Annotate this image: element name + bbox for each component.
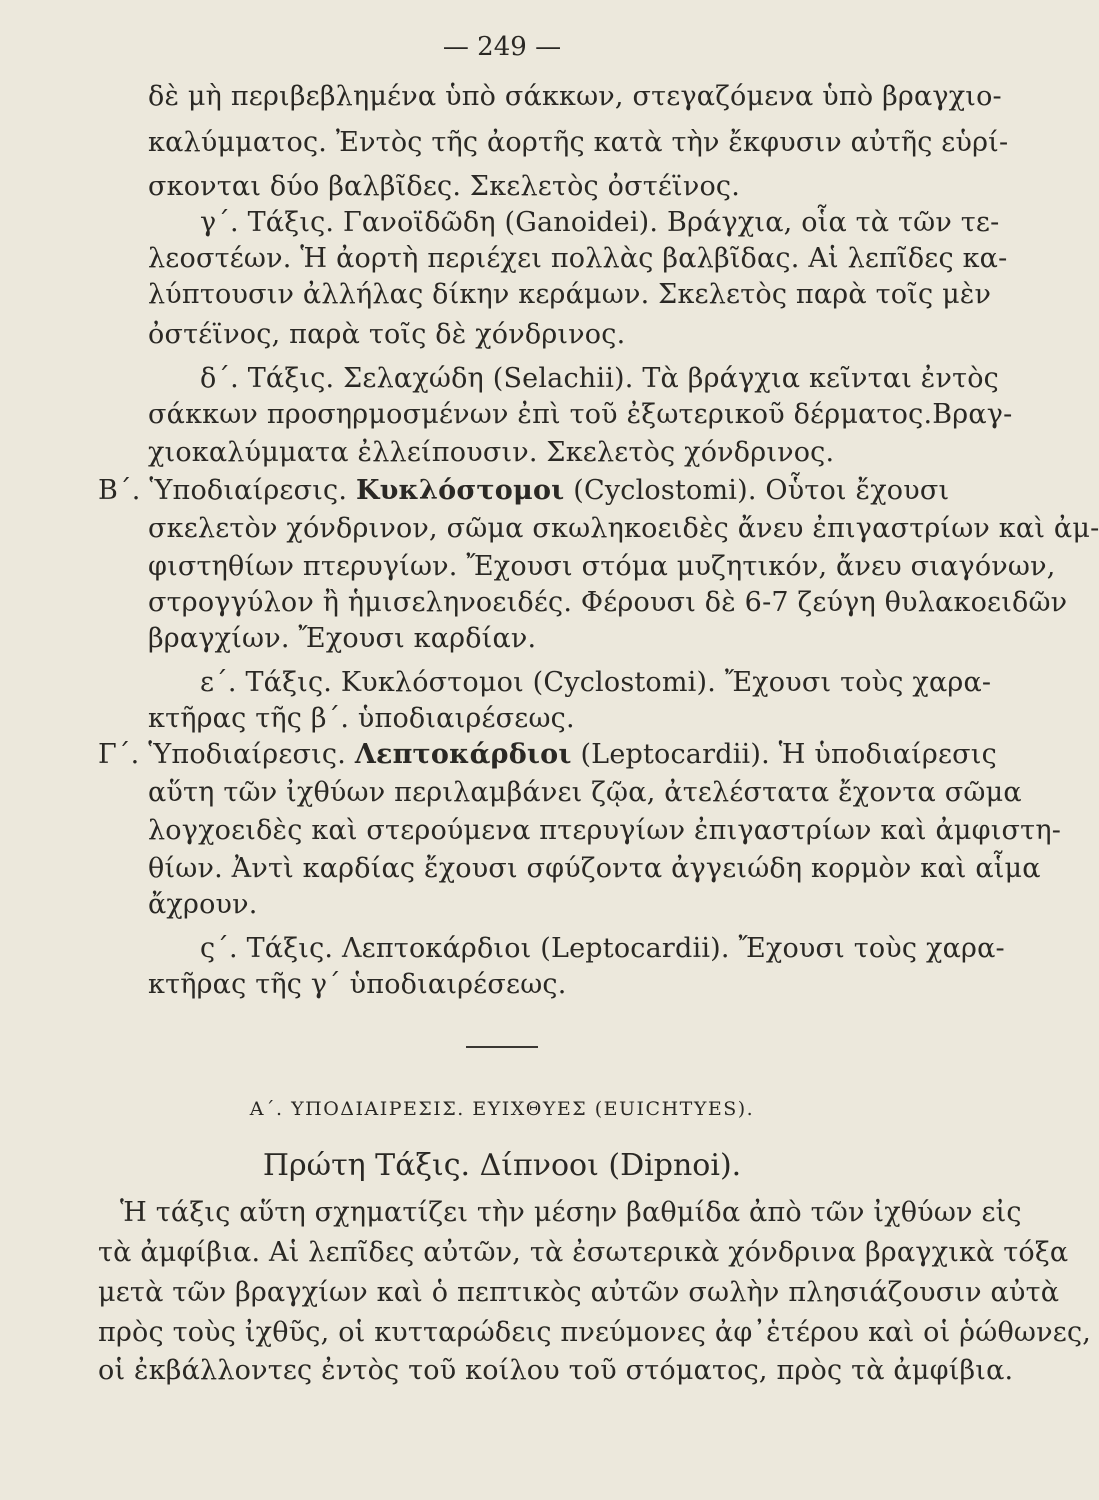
section-g-heading-line xyxy=(98,738,997,772)
text-line: ἄχρουν. xyxy=(148,889,258,920)
text-line: λεοστέων. Ἡ ἀορτὴ περιέχει πολλὰς βαλβῖδας. Αἱ λεπῖδες κα- xyxy=(148,243,1008,274)
section-g-rest: (Leptocardii). Ἡ ὑποδιαίρεσις xyxy=(580,739,997,770)
section-g-lead: Ὑποδιαίρεσις. xyxy=(148,739,347,770)
text-line: αὕτη τῶν ἰχθύων περιλαμβάνει ζῷα, ἀτελέστατα ἔχοντα σῶμα xyxy=(148,777,1022,808)
text-line: Ἡ τάξις αὕτη σχηματίζει τὴν μέσην βαθμίδα ἀπὸ τῶν ἰχθύων εἰς xyxy=(120,1197,1022,1228)
section-b-heading-line xyxy=(98,474,949,508)
text-line: σκονται δύο βαλβῖδες. Σκελετὸς ὀστέϊνος. xyxy=(148,171,741,202)
order-heading: Πρώτη Τάξις. Δίπνοοι (Dipnoi). xyxy=(262,1148,742,1183)
text-line: σάκκων προσηρμοσμένων ἐπὶ τοῦ ἐξωτερικοῦ δέρματος.Βραγ- xyxy=(148,399,1013,430)
text-line: κτῆρας τῆς γ΄ ὑποδιαιρέσεως. xyxy=(148,969,567,1000)
text-line: τὰ ἀμφίβια. Αἱ λεπῖδες αὐτῶν, τὰ ἐσωτερικὰ χόνδρινα βραγχικὰ τόξα xyxy=(98,1237,1069,1268)
section-b-lead: Ὑποδιαίρεσις. xyxy=(149,475,348,506)
text-line: πρὸς τοὺς ἰχθῦς, οἱ κυτταρώδεις πνεύμονες ἀφ᾿ἑτέρου καὶ οἱ ῥώθωνες, xyxy=(98,1317,1092,1348)
text-line: φιστηθίων πτερυγίων. Ἔχουσι στόμα μυζητικόν, ἄνευ σιαγόνων, xyxy=(148,551,1056,582)
subsection-heading: Α΄. ΥΠΟΔΙΑΙΡΕΣΙΣ. ΕΥΙΧΘΥΕΣ (EUICHTYES). xyxy=(249,1098,755,1120)
section-g-name: Λεπτοκάρδιοι xyxy=(354,739,572,770)
text-line: θίων. Ἀντὶ καρδίας ἔχουσι σφύζοντα ἀγγειώδη κορμὸν καὶ αἷμα xyxy=(148,853,1041,884)
text-line: λύπτουσιν ἀλλήλας δίκην κεράμων. Σκελετὸς παρὰ τοῖς μὲν xyxy=(148,279,992,310)
text-line: καλύμματος. Ἐντὸς τῆς ἀορτῆς κατὰ τὴν ἔκφυσιν αὐτῆς εὑρί- xyxy=(148,127,1009,158)
text-line: χιοκαλύμματα ἐλλείπουσιν. Σκελετὸς χόνδρινος. xyxy=(148,437,835,468)
text-line: βραγχίων. Ἔχουσι καρδίαν. xyxy=(148,623,537,654)
section-b-name: Κυκλόστομοι xyxy=(355,475,565,506)
text-line: δὲ μὴ περιβεβλημένα ὑπὸ σάκκων, στεγαζόμενα ὑπὸ βραγχιο- xyxy=(148,81,1002,112)
text-line: ὀστέϊνος, παρὰ τοῖς δὲ χόνδρινος. xyxy=(148,319,626,350)
section-g-marker: Γ΄. xyxy=(98,739,140,770)
text-line: γ΄. Τάξις. Γανοϊδῶδη (Ganoidei). Βράγχια, οἷα τὰ τῶν τε- xyxy=(200,207,1000,238)
section-b-rest: (Cyclostomi). Οὗτοι ἔχουσι xyxy=(573,475,950,506)
text-line: στρογγύλον ἢ ἡμισεληνοειδές. Φέρουσι δὲ 6-7 ζεύγη θυλακοειδῶν xyxy=(148,587,1068,618)
text-line: δ΄. Τάξις. Σελαχώδη (Selachii). Τὰ βράγχια κεῖνται ἐντὸς xyxy=(200,363,999,394)
section-b-marker: Β΄. xyxy=(98,475,141,506)
text-line: σκελετὸν χόνδρινον, σῶμα σκωληκοειδὲς ἄνευ ἐπιγαστρίων καὶ ἀμ- xyxy=(148,513,1099,544)
text-line: ε΄. Τάξις. Κυκλόστομοι (Cyclostomi). Ἔχουσι τοὺς χαρα- xyxy=(200,667,992,698)
page-number: — 249 — xyxy=(442,32,562,62)
text-line: κτῆρας τῆς β΄. ὑποδιαιρέσεως. xyxy=(148,703,575,734)
section-divider xyxy=(466,1046,538,1048)
text-line: οἱ ἐκβάλλοντες ἐντὸς τοῦ κοίλου τοῦ στόματος, πρὸς τὰ ἀμφίβια. xyxy=(98,1355,1014,1386)
text-line: μετὰ τῶν βραγχίων καὶ ὁ πεπτικὸς αὐτῶν σωλὴν πλησιάζουσιν αὐτὰ xyxy=(98,1277,1060,1308)
text-line: λογχοειδὲς καὶ στερούμενα πτερυγίων ἐπιγαστρίων καὶ ἀμφιστη- xyxy=(148,815,1062,846)
text-line: ς΄. Τάξις. Λεπτοκάρδιοι (Leptocardii). Ἔχουσι τοὺς χαρα- xyxy=(200,933,1005,964)
